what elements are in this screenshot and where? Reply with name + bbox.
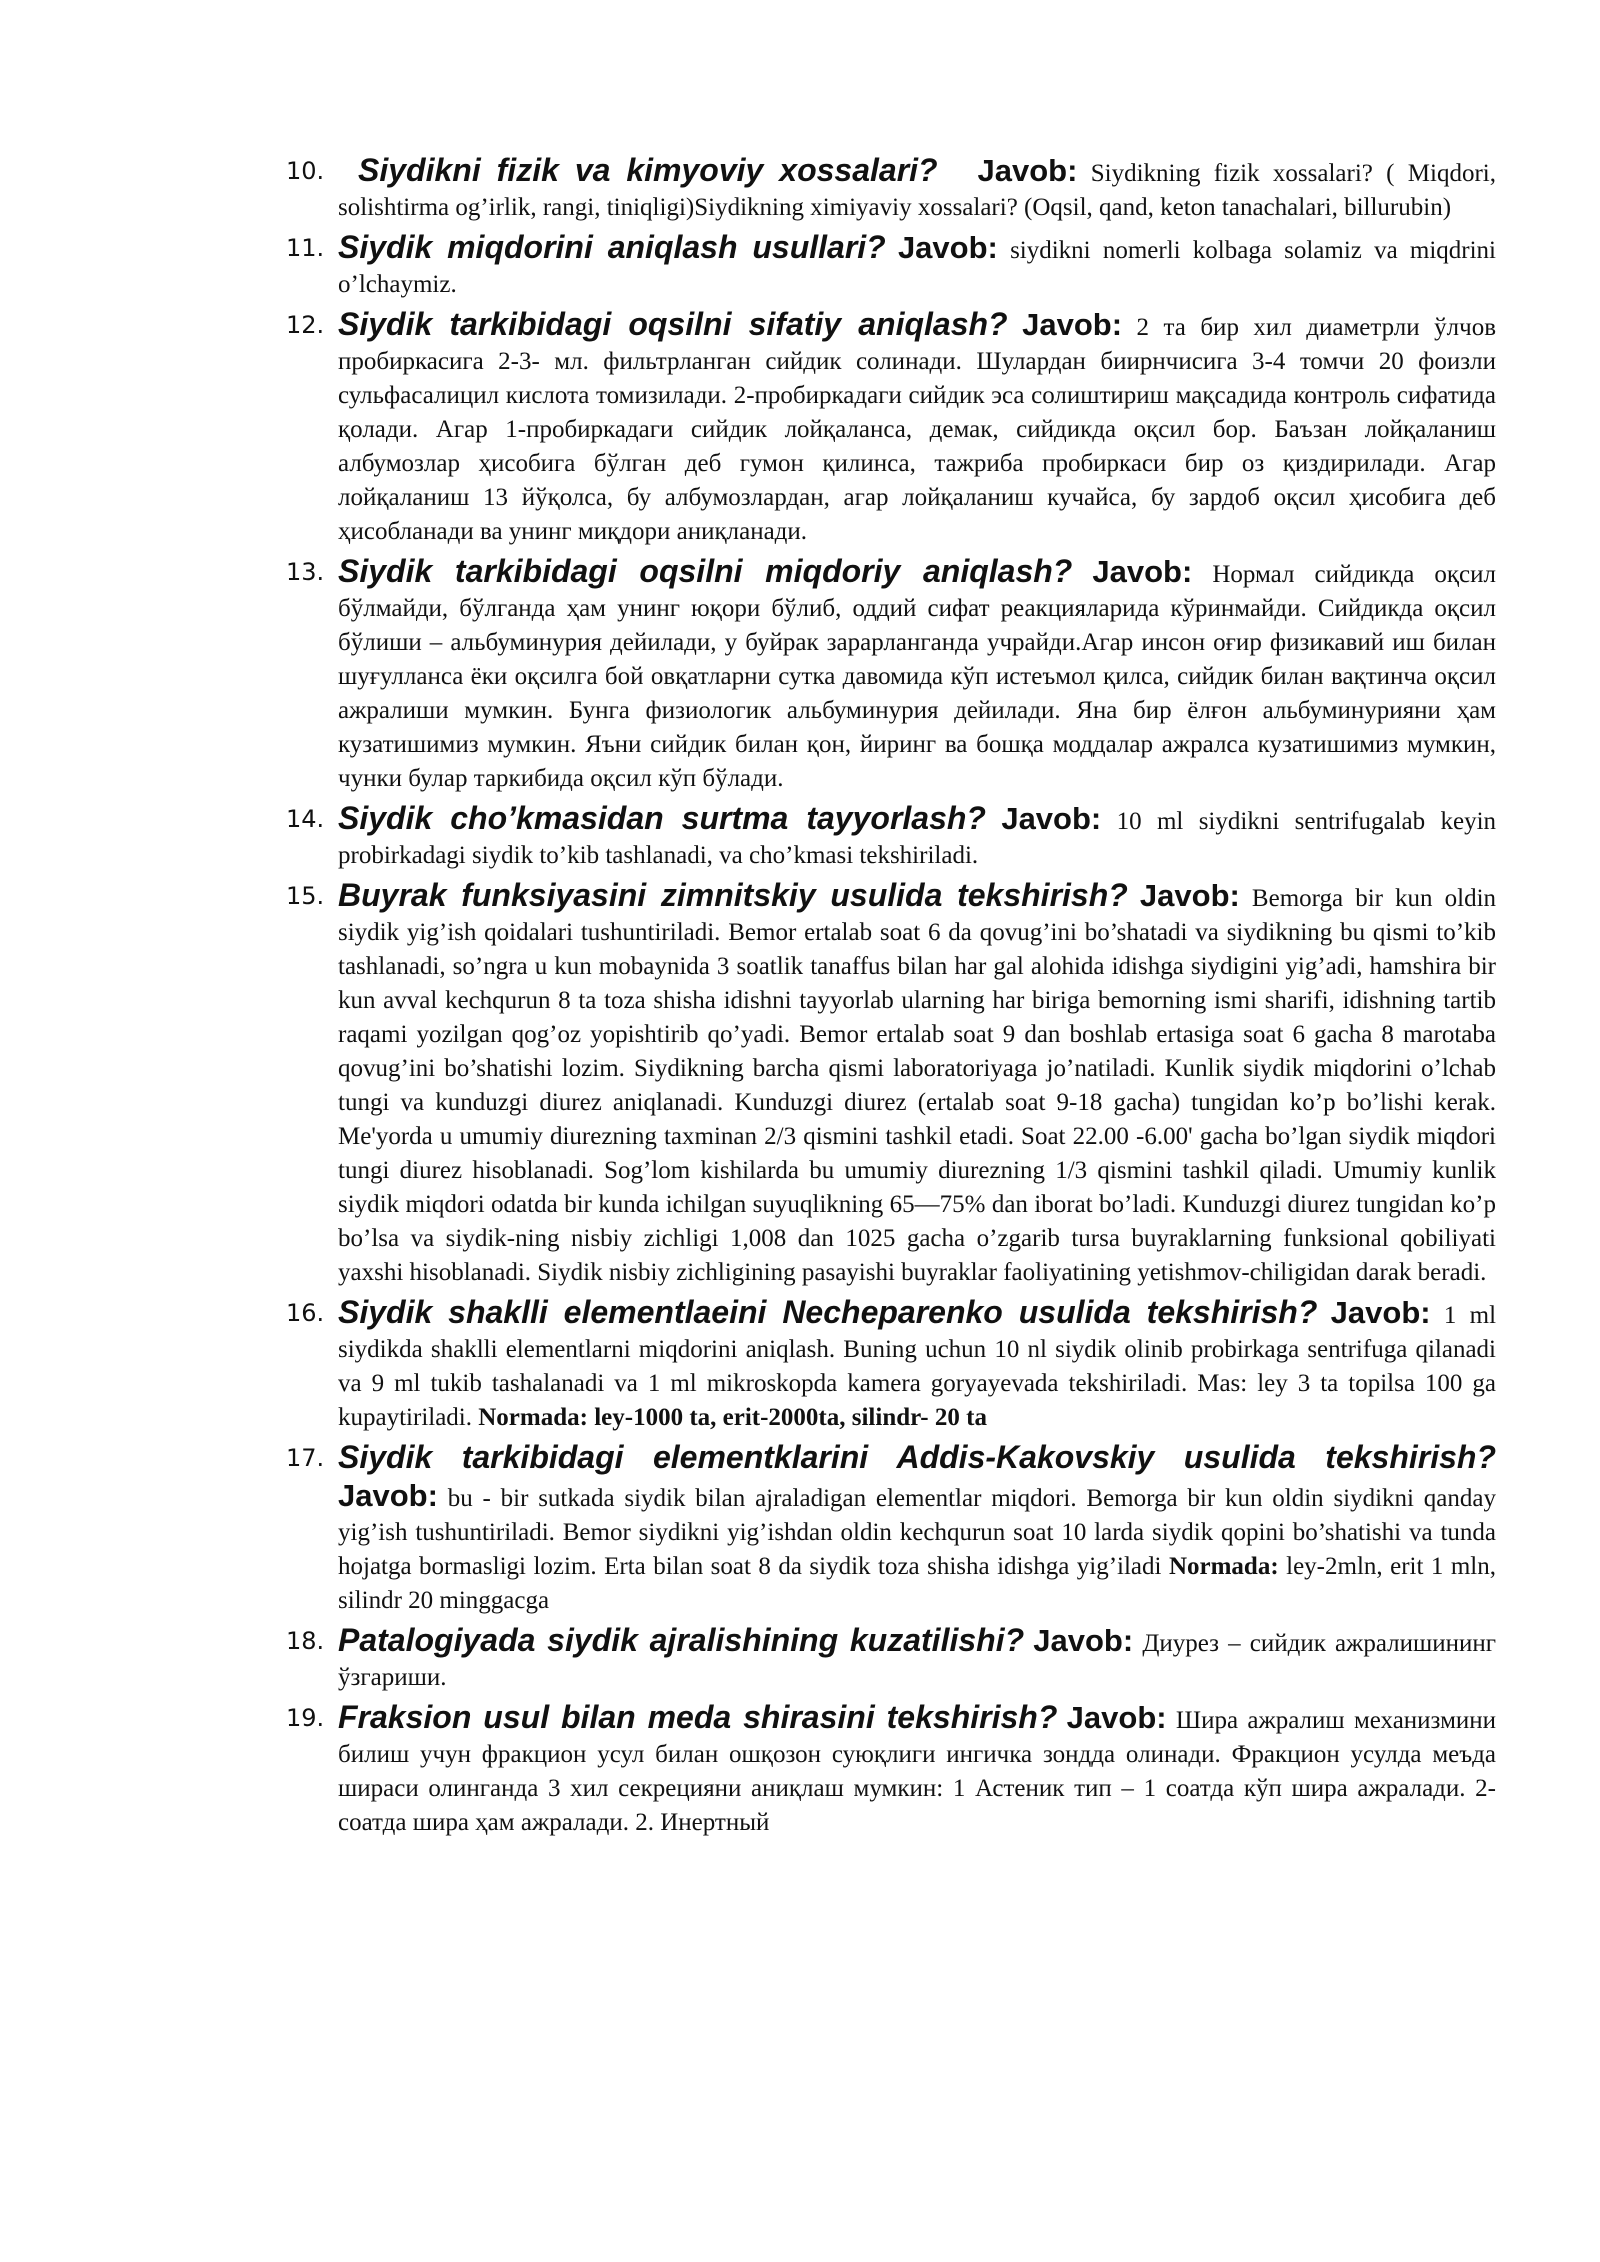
list-item-12	[284, 306, 1496, 549]
question-text: Siydik shaklli elementlaeini Necheparenko usulida tekshirish?	[338, 1294, 1318, 1330]
item-number: 19.	[286, 1704, 325, 1732]
list-item-10	[284, 152, 1496, 225]
item-number: 10.	[286, 157, 325, 185]
question-text: Siydik tarkibidagi elementklarini Addis-Kakovskiy usulida tekshirish?	[338, 1439, 1496, 1475]
answer-text: siydikni nomerli kolbaga solamiz va miqdrini o’lchaymiz.	[338, 237, 1496, 298]
answer-text: 2 та бир хил диаметрли ўлчов пробиркасига 2-3- мл. фильтрланган сийдик солинади. Шулардан биирнчисига 3-4 томчи 20 фоизли сульфасалицил кислота томизилади. 2-пробиркадаги сийдик эса солиштириш мақсадида контроль сифатида қолади. Агар 1-пробиркадаги сийдик лойқаланса, демак, сийдикда оқсил бор. Баъзан лойқаланиш албумозлар ҳисобига бўлган деб гумон қилинса, тажриба пробиркаси бир оз қиздирилади. Агар лойқаланиш 13 йўқолса, бу албумозлардан, агар лойқаланиш кучайса, бу зардоб оқсил ҳисобига деб ҳисобланади ва унинг миқдори аниқланади.	[338, 314, 1497, 545]
list-item-18	[284, 1622, 1496, 1695]
javob-label: Javob:	[1330, 1295, 1431, 1330]
question-text: Siydik miqdorini aniqlash usullari?	[338, 229, 886, 265]
list-item-16	[284, 1294, 1496, 1435]
answer-text: Шира ажралиш механизмини билиш учун фракцион усул билан ошқозон суюқлиги ингичка зондда олинади. Фракцион усулда меъда шираси олинганда 3 хил секрецияни аниқлаш мумкин: 1 Астеник тип – 1 соатда кўп шира ажралади. 2-соатда шира ҳам ажралади. 2. Инертный	[338, 1707, 1497, 1836]
item-number: 11.	[286, 234, 325, 262]
list-item-15	[284, 877, 1496, 1290]
javob-label: Javob:	[897, 230, 998, 265]
javob-label: Javob:	[977, 153, 1078, 188]
question-text: Fraksion usul bilan meda shirasini tekshirish?	[338, 1699, 1058, 1735]
javob-label: Javob:	[1001, 801, 1102, 836]
answer-text: Siydikning fizik xossalari? ( Miqdori, solishtirma og’irlik, rangi, tiniqligi)Siydikning ximiyaviy xossalari? (Oqsil, qand, keton tanachalari, billurubin)	[338, 160, 1497, 221]
item-number: 12.	[286, 311, 325, 339]
item-number: 18.	[286, 1627, 325, 1655]
answer-text: Bemorga bir kun oldin siydik yig’ish qoidalari tushuntiriladi. Bemor ertalab soat 6 da qovug’ini bo’shatadi va siydikning bu qismi to’kib tashlanadi, so’ngra u kun mobaynida 3 soatlik tanaffus bilan har gal alohida idishga siydigini yig’adi, hamshira bir kun avval kechqurun 8 ta toza shisha idishni tayyorlab ularning har biriga bemorning ismi sharifi, idishning tartib raqami yozilgan qog’oz yopishtirib qo’yadi. Bemor ertalab soat 9 dan boshlab ertasiga soat 6 gacha 8 marotaba qovug’ini bo’shatishi lozim. Siydikning barcha qismi laboratoriyaga jo’natiladi. Kunlik siydik miqdorini o’lchab tungi va kunduzgi diurez aniqlanadi. Kunduzgi diurez (ertalab soat 9-18 gacha) tungidan ko’p bo’lishi kerak. Me'yorda u umumiy diurezning taxminan 2/3 qismini tashkil etadi. Soat 22.00 -6.00' gacha bo’lgan siydik miqdori tungi diurez hisoblanadi. Sog’lom kishilarda bu umumiy diurezning 1/3 qismini tashkil qiladi. Umumiy kunlik siydik miqdori odatda bir kunda ichilgan suyuqlikning 65—75% dan iborat bo’ladi. Kunduzgi diurez tungidan ko’p bo’lsa va siydik-ning nisbiy zichligi 1,008 dan 1025 gacha o’zgarib tursa buyraklarning funksional qobiliyati yaxshi hisoblanadi. Siydik nisbiy zichligining pasayishi buyraklar faoliyatining yetishmov-chiligidan darak beradi.	[338, 885, 1497, 1286]
answer-text: Нормал сийдикда оқсил бўлмайди, бўлганда ҳам унинг юқори бўлиб, оддий сифат реакцияларида кўринмайди. Сийдикда оқсил бўлиши – альбуминурия дейилади, у буйрак зарарланганда учрайди.Агар инсон оғир физикавий иш билан шуғулланса ёки оқсилга бой овқатларни сутка давомида кўп истеъмол қилса, сийдик билан вақтинча оқсил ажралиши мумкин. Бунга физиологик альбуминурия дейилади. Яна бир ёлғон альбуминурияни ҳам кузатишимиз мумкин. Яъни сийдик билан қон, йиринг ва бошқа моддалар ажралса кузатишимиз мумкин, чунки булар таркибида оқсил кўп бўлади.	[338, 561, 1497, 792]
norm-value: ley-2mln, erit 1 mln, silindr 20 minggacga	[338, 1553, 1497, 1614]
list-item-19	[284, 1699, 1496, 1840]
item-number: 14.	[286, 805, 325, 833]
item-number: 16.	[286, 1299, 325, 1327]
answer-text: bu - bir sutkada siydik bilan ajraladigan elementlar miqdori. Bemorga bir kun oldin siydikni qanday yig’ish tushuntiriladi. Bemor siydikni yig’ishdan oldin kechqurun soat 10 larda siydik qopini bo’shatishi va tunda hojatga bormasligi lozim. Erta bilan soat 8 da siydik toza shisha idishga yig’iladi	[338, 1485, 1496, 1580]
answer-text: Диурез – сийдик ажралишининг ўзгариши.	[338, 1630, 1497, 1691]
answer-text: 1 ml siydikda shaklli elementlarni miqdorini aniqlash. Buning uchun 10 nl siydik olinib probirkaga sentrifuga qilanadi va 9 ml tukib tashalanadi va 1 ml mikroskopda kamera goryayevada tekshiriladi. Mas: ley 3 ta topilsa 100 ga kupaytiriladi.	[338, 1302, 1497, 1431]
javob-label: Javob:	[1033, 1623, 1134, 1658]
question-text: Patalogiyada siydik ajralishining kuzatilishi?	[338, 1622, 1025, 1658]
list-item-17	[284, 1439, 1496, 1618]
list-item-13	[284, 553, 1496, 796]
norm-label: Normada:	[1168, 1553, 1279, 1580]
question-answer-list	[284, 152, 1496, 1844]
norm-text: Normada: ley-1000 ta, erit-2000ta, silindr- 20 ta	[478, 1404, 987, 1431]
answer-text: 10 ml siydikni sentrifugalab keyin probirkadagi siydik to’kib tashlanadi, va cho’kmasi tekshiriladi.	[338, 808, 1497, 869]
item-number: 17.	[286, 1444, 325, 1472]
item-number: 13.	[286, 558, 325, 586]
javob-label: Javob:	[338, 1478, 438, 1513]
item-number: 15.	[286, 882, 325, 910]
list-item-14	[284, 800, 1496, 873]
javob-label: Javob:	[1022, 307, 1123, 342]
question-text: Buyrak funksiyasini zimnitskiy usulida tekshirish?	[338, 877, 1128, 913]
question-text: Siydik tarkibidagi oqsilni sifatiy aniqlash?	[338, 306, 1008, 342]
list-item-11	[284, 229, 1496, 302]
javob-label: Javob:	[1092, 554, 1193, 589]
question-text: Siydikni fizik va kimyoviy xossalari?	[358, 152, 938, 188]
javob-label: Javob:	[1139, 878, 1240, 913]
javob-label: Javob:	[1066, 1700, 1167, 1735]
question-text: Siydik cho’kmasidan surtma tayyorlash?	[338, 800, 986, 836]
question-text: Siydik tarkibidagi oqsilni miqdoriy aniqlash?	[338, 553, 1073, 589]
